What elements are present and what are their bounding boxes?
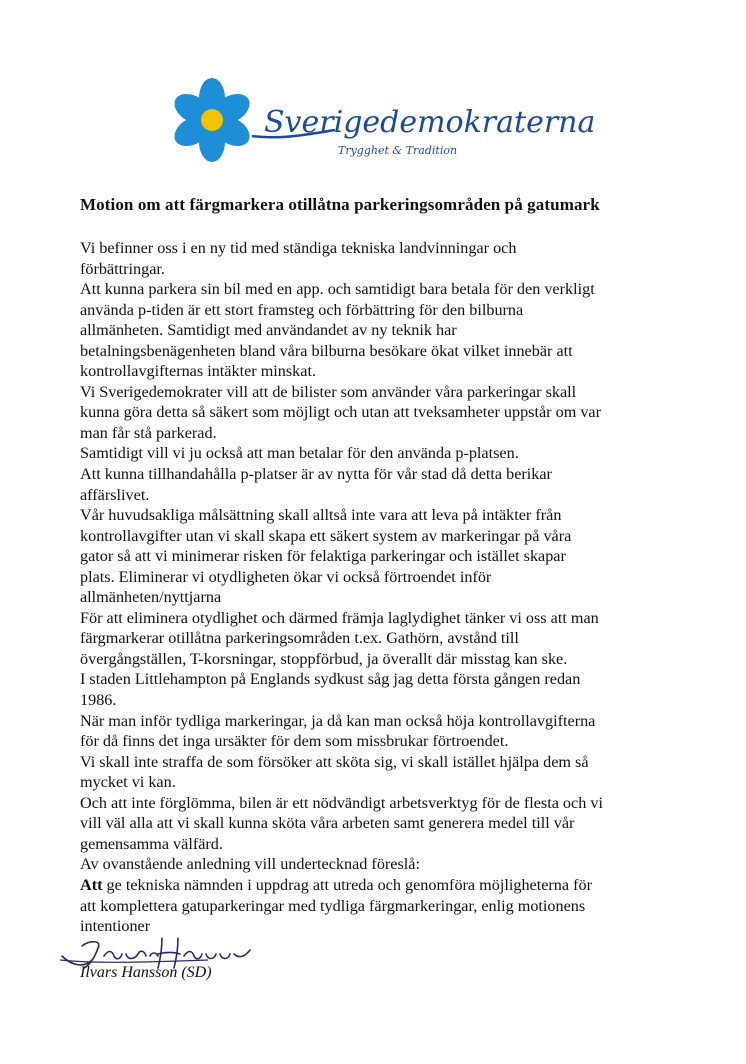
body-paragraphs — [80, 238, 700, 875]
body-line: förbättringar. — [80, 259, 165, 278]
proposal-lead: Att — [80, 875, 103, 894]
body-line: Att kunna parkera sin bil med en app. och samtidigt bara betala för den verkligt — [80, 280, 595, 299]
logo-tagline: Trygghet & Tradition — [338, 144, 458, 157]
signer-name: Ilvars Hansson (SD) — [80, 964, 212, 981]
proposal-line-1 — [80, 875, 700, 896]
body-line: Vi skall inte straffa de som försöker att sköta sig, vi skall istället hjälpa dem så — [80, 752, 589, 771]
body-line: vill väl alla att vi skall kunna sköta våra arbeten samt generera medel till vår — [80, 814, 575, 833]
body-line: kunna göra detta så säkert som möjligt och utan att tveksamheter uppstår om var — [80, 403, 602, 422]
body-line: Vår huvudsakliga målsättning skall alltså inte vara att leva på intäkter från — [80, 506, 562, 525]
body-line: gator så att vi minimerar risken för felaktiga parkeringar och istället skapar — [80, 547, 566, 566]
party-logo — [160, 78, 596, 168]
proposal-line-3: intentioner — [80, 917, 151, 936]
flower-icon — [169, 78, 255, 162]
proposal-line-2: att komplettera gatuparkeringar med tydliga färgmarkeringar, enlig motionens — [80, 896, 586, 915]
body-line: man får stå parkerad. — [80, 423, 217, 442]
body-line: Att kunna tillhandahålla p-platser är av nytta för vår stad då detta berikar — [80, 465, 552, 484]
body-line: När man inför tydliga markeringar, ja då kan man också höja kontrollavgifterna — [80, 711, 596, 730]
body-line: För att eliminera otydlighet och därmed främja laglydighet tänker vi oss att man — [80, 608, 599, 627]
body-line: I staden Littlehampton på Englands sydkust såg jag detta första gången redan — [80, 670, 581, 689]
body-line: övergångställen, T-korsningar, stoppförbud, ja överallt där misstag kan ske. — [80, 649, 568, 668]
body-line: använda p-tiden är ett stort framsteg och förbättring för den bilburna — [80, 300, 524, 319]
body-line: gemensamma välfärd. — [80, 834, 223, 853]
body-line: Samtidigt vill vi ju också att man betalar för den använda p-platsen. — [80, 444, 519, 463]
body-line: allmänheten. Samtidigt med användandet av ny teknik har — [80, 321, 457, 340]
document-title: Motion om att färgmarkera otillåtna parkeringsområden på gatumark — [80, 195, 600, 214]
body-line: mycket vi kan. — [80, 773, 176, 792]
body-line: för då finns det inga ursäkter för dem som missbrukar förtroendet. — [80, 732, 509, 751]
body-line: kontrollavgifternas intäkter minskat. — [80, 362, 317, 381]
body-line: Av ovanstående anledning vill undertecknad föreslå: — [80, 855, 420, 874]
body-line: färgmarkerar otillåtna parkeringsområden t.ex. Gathörn, avstånd till — [80, 629, 519, 648]
proposal-line-1-text: ge tekniska nämnden i uppdrag att utreda och genomföra möjligheterna för — [102, 875, 592, 894]
body-line: plats. Eliminerar vi otydligheten ökar vi också förtroendet inför — [80, 567, 492, 586]
logo-wordmark: Sverigedemokraterna — [264, 105, 596, 140]
body-line: 1986. — [80, 691, 117, 710]
body-line: allmänheten/nyttjarna — [80, 588, 222, 607]
body-line: kontrollavgifter utan vi skall skapa ett säkert system av markeringar på våra — [80, 526, 572, 545]
body-line: Vi Sverigedemokrater vill att de bilister som använder våra parkeringar skall — [80, 382, 577, 401]
body-line: Vi befinner oss i en ny tid med ständiga tekniska landvinningar och — [80, 239, 517, 257]
body-line: betalningsbenägenheten bland våra bilburna besökare ökat vilket innebär att — [80, 341, 573, 360]
body-line: Och att inte förglömma, bilen är ett nödvändigt arbetsverktyg för de flesta och vi — [80, 793, 603, 812]
body-line: affärslivet. — [80, 485, 150, 504]
motion-body — [80, 238, 700, 937]
sd-flower-logo — [160, 78, 596, 168]
